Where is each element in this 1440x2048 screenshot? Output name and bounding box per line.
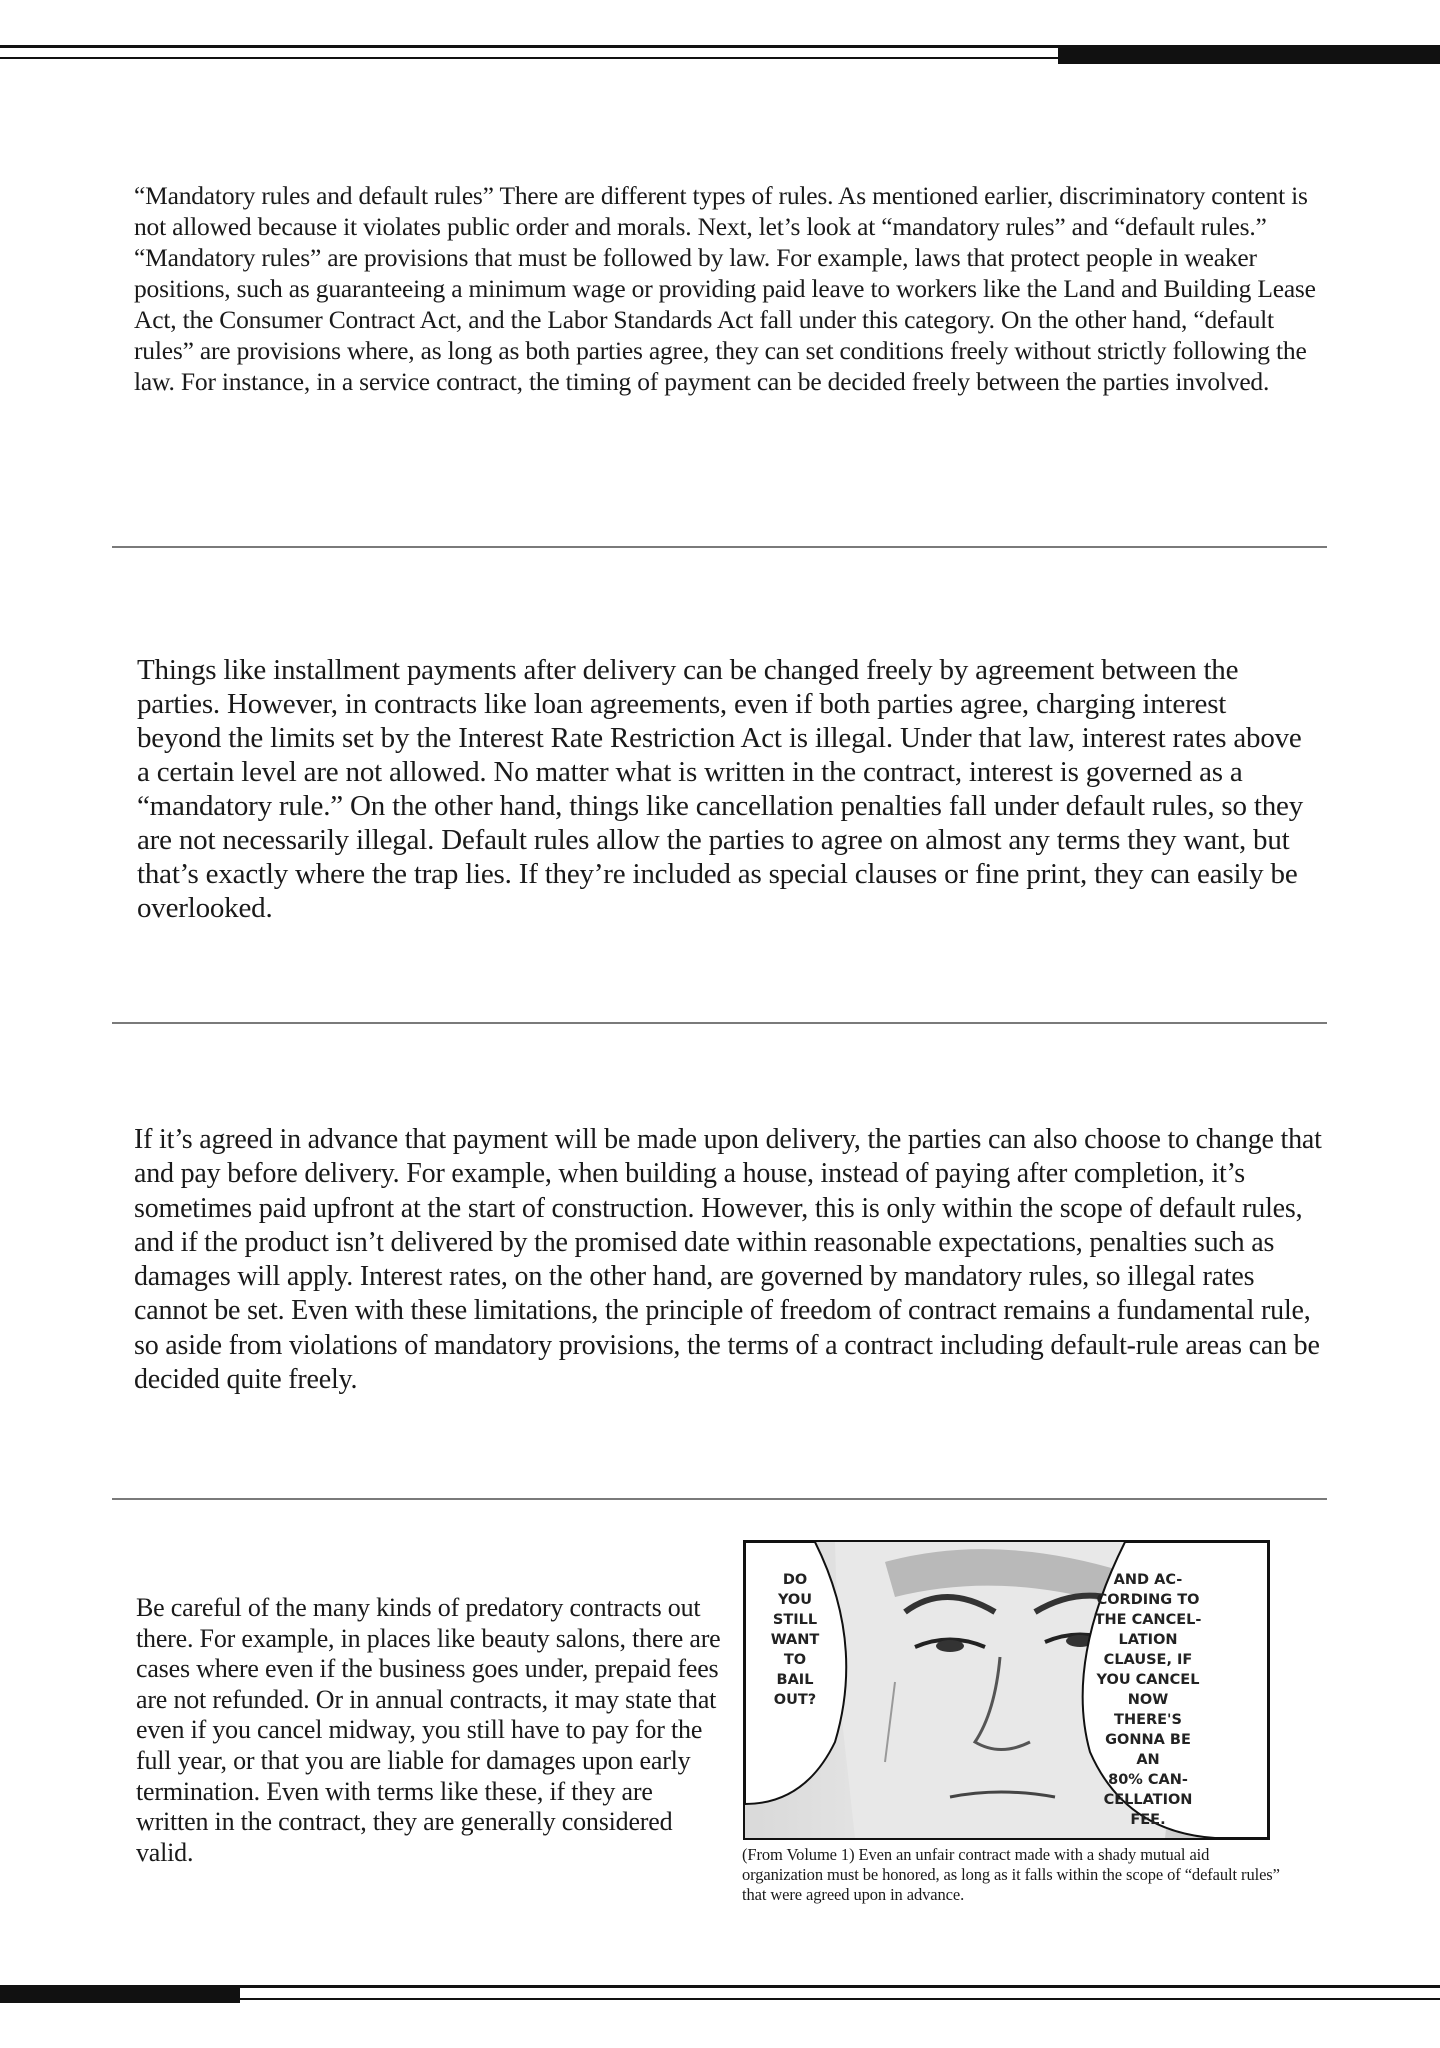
bottom-rule-thick	[0, 1985, 240, 2003]
section-divider	[112, 546, 1327, 548]
speech-bubble-right: AND AC- CORDING TO THE CANCEL- LATION CLAUSE, IF YOU CANCEL NOW THERE'S GONNA BE AN 80% CAN- CELLATION FEE.	[1094, 1572, 1202, 1828]
section-divider	[112, 1498, 1327, 1500]
paragraph-payment-upon-delivery: If it’s agreed in advance that payment will be made upon delivery, the parties can also choose to change that and pay before delivery. For example, when building a house, instead of paying after completion, it’s sometimes paid upfront at the start of construction. However, this is only within the scope of default rules, and if the product isn’t delivered by the promised date within reasonable expectations, penalties such as damages will apply. Interest rates, on the other hand, are governed by mandatory rules, so illegal rates cannot be set. Even with these limitations, the principle of freedom of contract remains a fundamental rule, so aside from violations of mandatory provisions, the terms of a contract including default-rule areas can be decided quite freely.	[134, 1124, 1322, 1396]
bottom-rule-thin-lower	[238, 1998, 1440, 2000]
paragraph-installment-payments: Things like installment payments after delivery can be changed freely by agreement between the parties. However, in contracts like loan agreements, even if both parties agree, charging interest beyond the limits set by the Interest Rate Restriction Act is illegal. Under that law, interest rates above a certain level are not allowed. No matter what is written in the contract, interest is governed as a “mandatory rule.” On the other hand, things like cancellation penalties fall under default rules, so they are not necessarily illegal. Default rules allow the parties to agree on almost any terms they want, but that’s exactly where the trap lies. If they’re included as special clauses or fine print, they can easily be overlooked.	[137, 654, 1303, 924]
top-rule-thin	[0, 45, 1060, 48]
top-rule-thin-lower	[0, 57, 1060, 59]
manga-panel	[743, 1540, 1270, 1840]
paragraph-predatory-contracts: Be careful of the many kinds of predatory contracts out there. For example, in places like beauty salons, there are cases where even if the business goes under, prepaid fees are not refunded. Or in annual contracts, it may state that even if you cancel midway, you still have to pay for the full year, or that you are liable for damages upon early termination. Even with terms like these, if they are written in the contract, they are generally considered valid.	[136, 1593, 721, 1867]
panel-caption: (From Volume 1) Even an unfair contract made with a shady mutual aid organization must be honored, as long as it falls within the scope of “default rules” that were agreed upon in advance.	[742, 1845, 1280, 1904]
speech-bubble-left: DO YOU STILL WANT TO BAIL OUT?	[770, 1572, 820, 1708]
bottom-rule-thin	[238, 1985, 1440, 1988]
top-rule-thick	[1058, 45, 1440, 64]
paragraph-mandatory-default-rules: “Mandatory rules and default rules” There are different types of rules. As mentioned earlier, discriminatory content is not allowed because it violates public order and morals. Next, let’s look at “mandatory rules” and “default rules.” “Mandatory rules” are provisions that must be followed by law. For example, laws that protect people in weaker positions, such as guaranteeing a minimum wage or providing paid leave to workers like the Land and Building Lease Act, the Consumer Contract Act, and the Labor Standards Act fall under this category. On the other hand, “default rules” are provisions where, as long as both parties agree, they can set conditions freely without strictly following the law. For instance, in a service contract, the timing of payment can be decided freely between the parties involved.	[134, 181, 1316, 396]
section-divider	[112, 1022, 1327, 1024]
